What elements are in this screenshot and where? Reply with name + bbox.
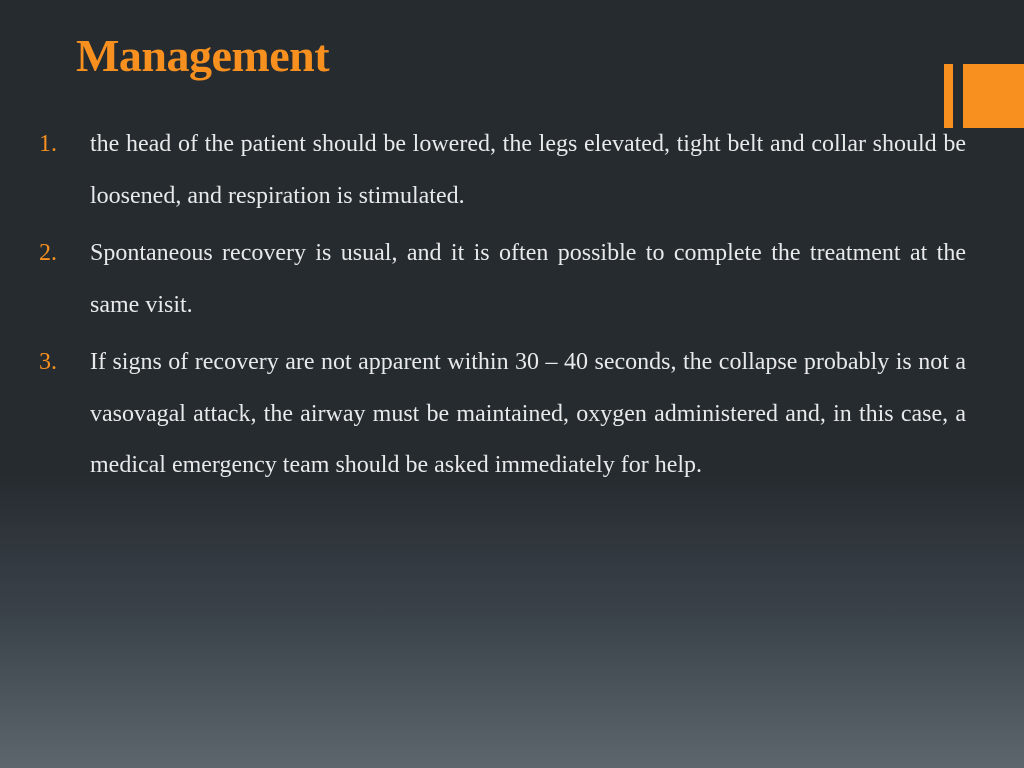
- slide-title: Management: [76, 30, 330, 81]
- list-item-number: 2.: [39, 240, 57, 266]
- list-item: [0, 119, 1024, 222]
- list-item-text: the head of the patient should be lowered, the legs elevated, tight belt and collar should be loosened, and respiration is stimulated.: [90, 131, 966, 209]
- management-list: [0, 119, 1024, 498]
- list-item-text: If signs of recovery are not apparent within 30 – 40 seconds, the collapse probably is not a vasovagal attack, the airway must be maintained, oxygen administered and, in this case, a medical emergency team should be asked immediately for help.: [90, 349, 966, 478]
- list-item: [0, 337, 1024, 492]
- list-item-text: Spontaneous recovery is usual, and it is often possible to complete the treatment at the same visit.: [90, 240, 966, 318]
- list-item-number: 1.: [39, 131, 57, 157]
- list-item: [0, 228, 1024, 331]
- list-item-number: 3.: [39, 349, 57, 375]
